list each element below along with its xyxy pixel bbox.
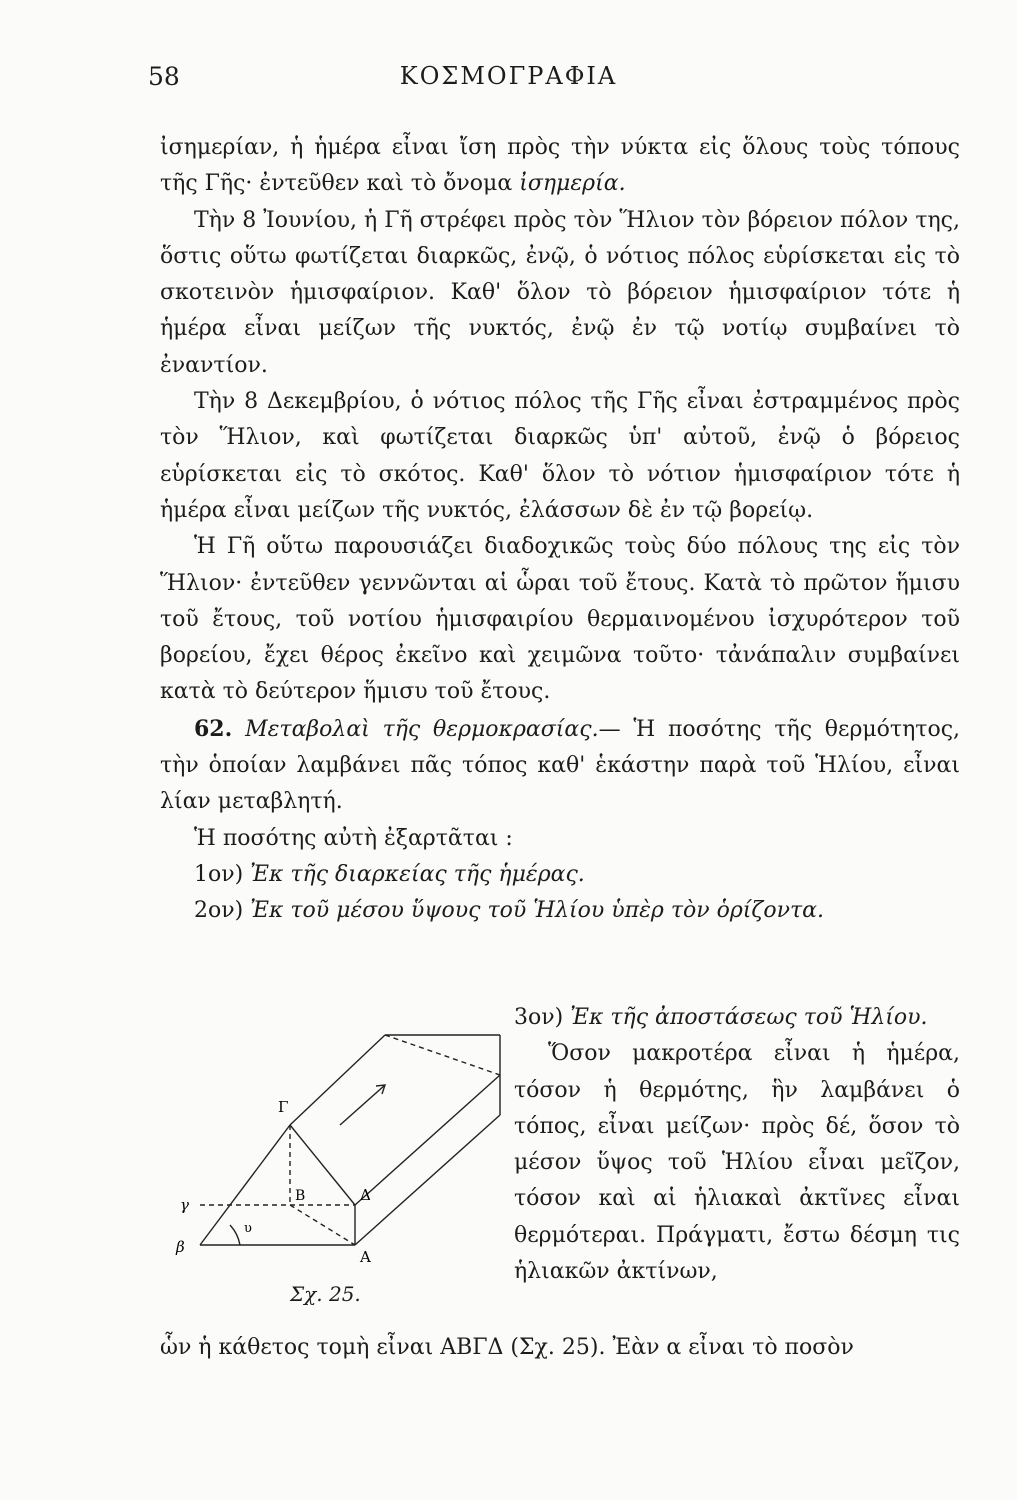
- running-head: ΚΟΣΜΟΓΡΑΦΙΑ: [399, 62, 618, 90]
- page-number: 58: [148, 62, 180, 91]
- list-item: 3ον) Ἐκ τῆς ἀποστάσεως τοῦ Ἡλίου.: [514, 1005, 928, 1030]
- figure-caption: Σχ. 25.: [290, 1282, 361, 1306]
- section-number: 62.: [194, 715, 233, 742]
- bottom-paragraph: ὧν ἡ κάθετος τομὴ εἶναι ΑΒΓΔ (Σχ. 25). Ἐὰν α εἶναι τὸ ποσὸν: [160, 1335, 854, 1360]
- paragraph-3: Τὴν 8 Δεκεμβρίου, ὁ νότιος πόλος τῆς Γῆς εἶναι ἐστραμμένος πρὸς τὸν Ἥλιον, καὶ φωτίζεται διαρκῶς ὑπ' αὐτοῦ, ἐνῷ ὁ βόρειος εὑρίσκεται εἰς τὸ σκότος. Καθ' ὅλον τὸ νότιον ἡμισφαίριον τότε ἡ ἡμέρα εἶναι μείζων τῆς νυκτός, ἐλάσσων δὲ ἐν τῷ βορείῳ.: [160, 389, 960, 523]
- label-u: υ: [244, 1221, 252, 1236]
- list-item: 2ον) Ἐκ τοῦ μέσου ὕψους τοῦ Ἡλίου ὑπὲρ τὸν ὁρίζοντα.: [194, 898, 824, 924]
- prism-diagram: [160, 1000, 510, 1330]
- figure-25: [160, 1000, 510, 1330]
- paragraph-6: Ἡ ποσότης αὐτὴ ἐξαρτᾶται :: [194, 825, 513, 851]
- side-paragraph: Ὅσον μακροτέρα εἶναι ἡ ἡμέρα, τόσον ἡ θερμότης, ἣν λαμβάνει ὁ τόπος, εἶναι μείζων· πρὸς δέ, ὅσον τὸ μέσον ὕψος τοῦ Ἡλίου εἶναι μεῖζον, τόσον καὶ αἱ ἡλιακαὶ ἀκτῖνες εἶναι θερμότεραι. Πράγματι, ἔστω δέσμη τις ἡλιακῶν ἀκτίνων,: [514, 1041, 960, 1285]
- label-gamma: γ: [180, 1196, 189, 1214]
- label-d: Δ: [360, 1186, 371, 1204]
- list-item: 1ον) Ἐκ τῆς διαρκείας τῆς ἡμέρας.: [194, 861, 585, 887]
- section-title: Μεταβολαὶ τῆς θερμοκρασίας.: [245, 716, 599, 742]
- side-text: [514, 1000, 960, 1290]
- label-a: A: [360, 1248, 371, 1266]
- paragraph-4: Ἡ Γῆ οὕτω παρουσιάζει διαδοχικῶς τοὺς δύο πόλους της εἰς τὸν Ἥλιον· ἐντεῦθεν γεννῶνται αἱ ὧραι τοῦ ἔτους. Κατὰ τὸ πρῶτον ἥμισυ τοῦ ἔτους, τοῦ νοτίου ἡμισφαιρίου θερμαινομένου ἰσχυρότερον τοῦ βορείου, ἔχει θέρος ἐκεῖνο καὶ χειμῶνα τοῦτο· τἀνάπαλιν συμβαίνει κατὰ τὸ δεύτερον ἥμισυ τοῦ ἔτους.: [160, 534, 960, 705]
- main-text: [160, 130, 960, 930]
- paragraph-2: Τὴν 8 Ἰουνίου, ἡ Γῆ στρέφει πρὸς τὸν Ἥλιον τὸν βόρειον πόλον της, ὅστις οὕτω φωτίζεται διαρκῶς, ἐνῷ, ὁ νότιος πόλος εὑρίσκεται εἰς τὸ σκοτεινὸν ἡμισφαίριον. Καθ' ὅλον τὸ βόρειον ἡμισφαίριον τότε ἡ ἡμέρα εἶναι μείζων τῆς νυκτός, ἐνῷ ἐν τῷ νοτίῳ συμβαίνει τὸ ἐναντίον.: [160, 207, 960, 378]
- section-62: 62. Μεταβολαὶ τῆς θερμοκρασίας.— Ἡ ποσότης τῆς θερμότητος, τὴν ὁποίαν λαμβάνει πᾶς τόπος καθ' ἑκάστην παρὰ τοῦ Ἡλίου, εἶναι λίαν μεταβλητή.: [160, 715, 961, 815]
- label-g: Γ: [278, 1098, 289, 1116]
- label-beta: β: [176, 1238, 185, 1256]
- label-b: B: [295, 1188, 306, 1204]
- paragraph-1: ἰσημερίαν, ἡ ἡμέρα εἶναι ἴση πρὸς τὴν νύκτα εἰς ὅλους τοὺς τόπους τῆς Γῆς· ἐντεῦθεν καὶ τὸ ὄνομα ἰσημερία.: [160, 135, 960, 197]
- paragraph-1-term: ἰσημερία.: [519, 171, 626, 197]
